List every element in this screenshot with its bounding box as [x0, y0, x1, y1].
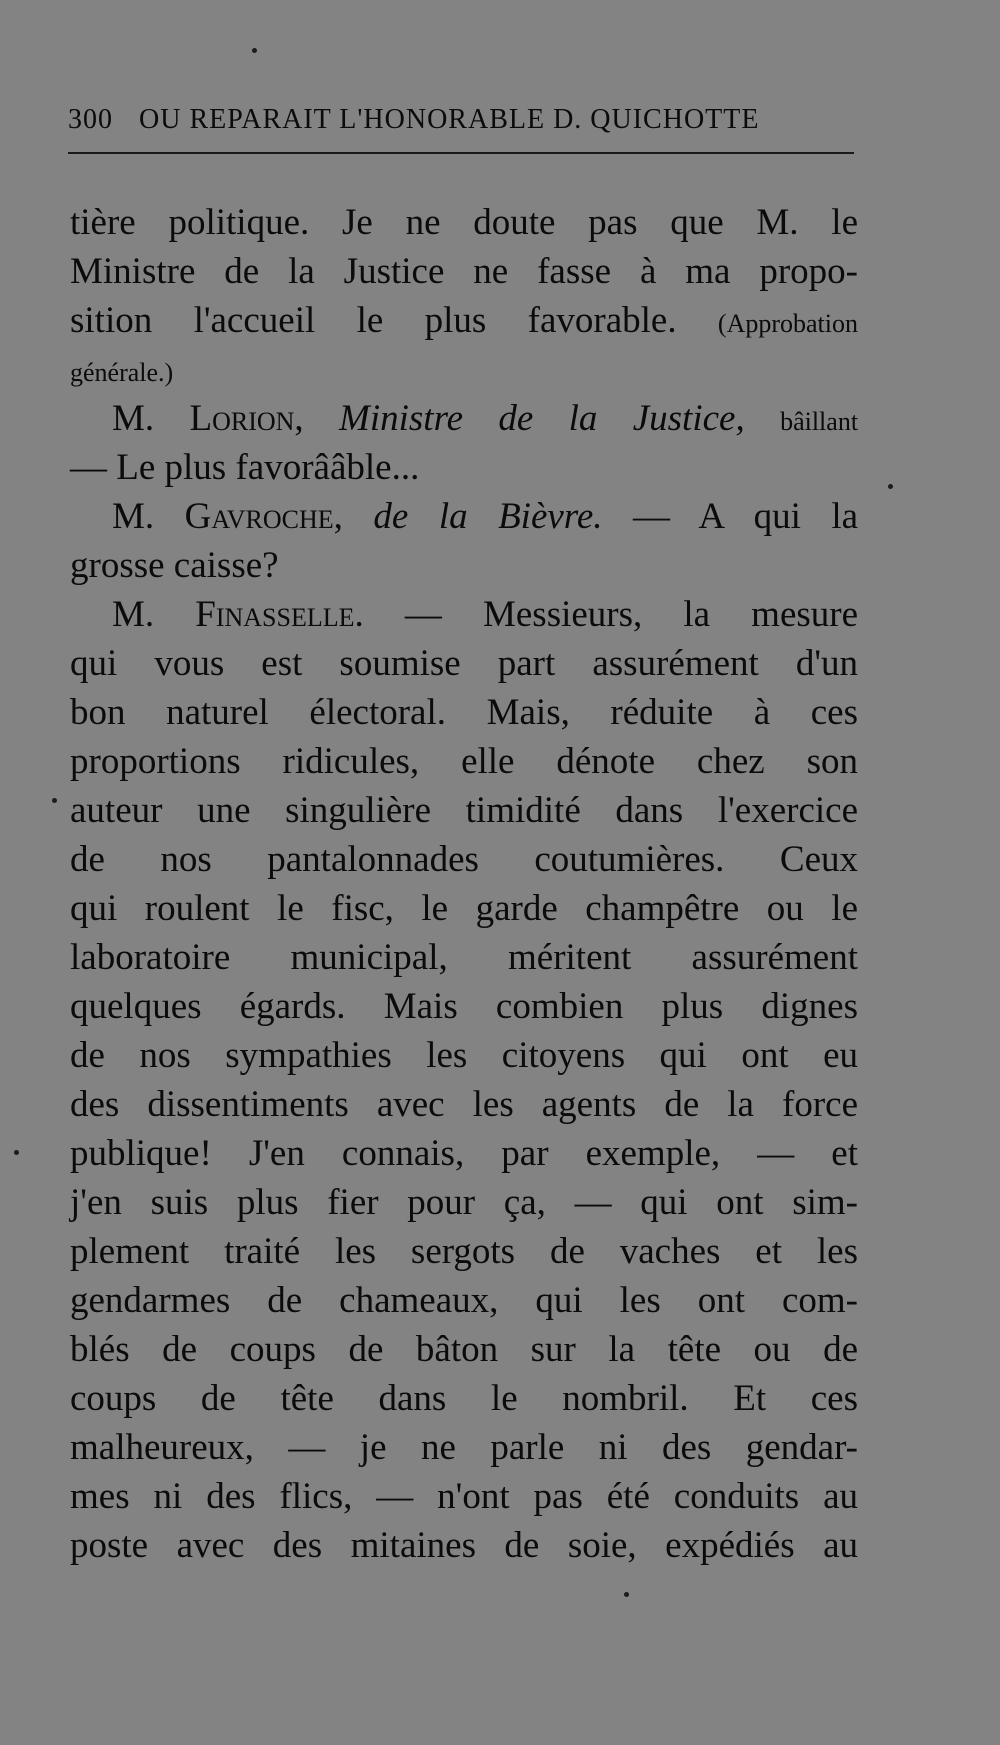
text-line: qui vous est soumise part assurément d'un: [70, 643, 858, 684]
ink-speck: [52, 798, 57, 803]
text-line: blés de coups de bâton sur la tête ou de: [70, 1329, 858, 1370]
running-header: [68, 104, 858, 136]
text-line: publique! J'en connais, par exemple, — et: [70, 1133, 858, 1174]
text-line: bon naturel électoral. Mais, réduite à ces: [70, 692, 858, 733]
text-line: poste avec des mitaines de soie, expédiés au: [70, 1525, 858, 1566]
ink-speck: [14, 1150, 19, 1155]
text-line: quelques égards. Mais combien plus dignes: [70, 986, 858, 1027]
ink-speck: [624, 1592, 629, 1597]
speaker-name: Finasselle.: [195, 594, 364, 635]
text-line: j'en suis plus fier pour ça, — qui ont sim-: [70, 1182, 858, 1223]
text-line: gendarmes de chameaux, qui les ont com-: [70, 1280, 858, 1321]
text-line: sition l'accueil le plus favorable. (Approbation: [70, 300, 858, 341]
text-line: coups de tête dans le nombril. Et ces: [70, 1378, 858, 1419]
text-line: qui roulent le fisc, le garde champêtre ou le: [70, 888, 858, 929]
header-rule: [68, 152, 854, 154]
text-line: grosse caisse?: [70, 545, 279, 586]
stage-direction: bâillant: [780, 407, 859, 436]
stage-direction: générale.): [70, 358, 174, 387]
text-line: malheureux, — je ne parle ni des gendar-: [70, 1427, 858, 1468]
text-line: plement traité les sergots de vaches et les: [70, 1231, 858, 1272]
text-line: de nos pantalonnades coutumières. Ceux: [70, 839, 858, 880]
speaker-title: de la Bièvre.: [373, 496, 603, 537]
text-line: Ministre de la Justice ne fasse à ma propo-: [70, 251, 858, 292]
speaker-line: M. Finasselle. — Messieurs, la mesure: [112, 594, 859, 635]
running-title: OU REPARAIT L'HONORABLE D. QUICHOTTE: [139, 104, 760, 135]
text-line: [70, 345, 858, 394]
text-line: des dissentiments avec les agents de la force: [70, 1084, 858, 1125]
speaker-line: M. Gavroche, de la Bièvre. — A qui la: [112, 496, 859, 537]
text-line: auteur une singulière timidité dans l'exercice: [70, 790, 858, 831]
speaker-title: Ministre de la Justice,: [339, 398, 745, 439]
ink-speck: [888, 484, 893, 489]
text-line: mes ni des flics, — n'ont pas été conduits au: [70, 1476, 858, 1517]
text-line: de nos sympathies les citoyens qui ont eu: [70, 1035, 858, 1076]
page-body: [70, 198, 858, 1570]
text-line: laboratoire municipal, méritent assurément: [70, 937, 858, 978]
text-line: tière politique. Je ne doute pas que M. le: [70, 202, 858, 243]
speaker-line: M. Lorion, Ministre de la Justice, bâillant: [112, 398, 859, 439]
stage-direction: (Approbation: [717, 309, 858, 338]
page-number: 300: [68, 104, 113, 135]
text-line: — Le plus favorââble...: [70, 447, 420, 488]
text-line: proportions ridicules, elle dénote chez son: [70, 741, 858, 782]
ink-speck: [252, 48, 257, 53]
speaker-name: Lorion,: [189, 398, 304, 439]
speaker-name: Gavroche,: [184, 496, 343, 537]
